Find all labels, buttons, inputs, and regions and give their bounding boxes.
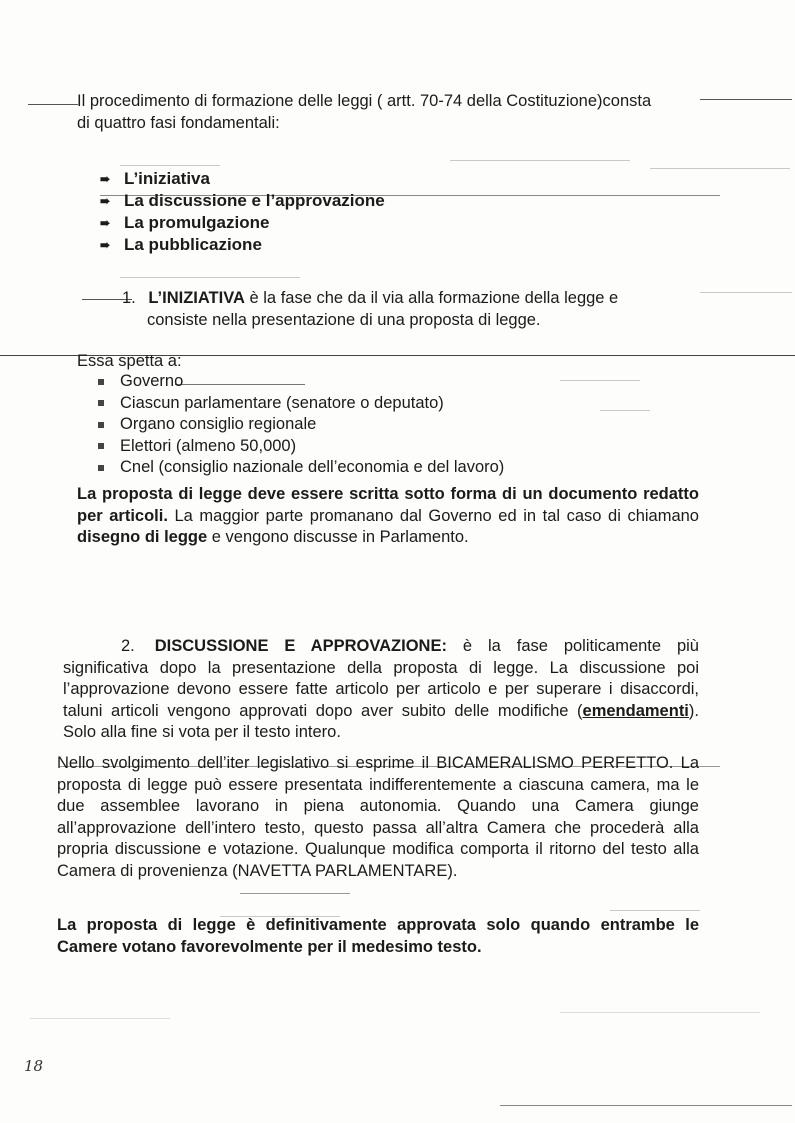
phases-list: [100, 168, 385, 256]
scan-line: [120, 165, 220, 166]
intro-line-2: di quattro fasi fondamentali:: [77, 114, 280, 132]
spetta-label: Essa spetta a:: [77, 352, 182, 370]
scan-line: [700, 99, 792, 100]
emphasis-emendamenti: emendamenti: [582, 701, 689, 720]
square-bullet-icon: [98, 379, 104, 385]
scan-line: [560, 1012, 760, 1013]
list-item: Cnel (consiglio nazionale dell’economia e del lavoro): [98, 457, 504, 479]
scan-line: [240, 893, 350, 894]
section-1-line-1: 1. L’INIZIATIVA è la fase che da il via alla formazione della legge e: [122, 289, 619, 307]
square-bullet-icon: [98, 400, 104, 406]
page-number: 18: [24, 1057, 44, 1075]
scan-line: [120, 277, 300, 278]
square-bullet-icon: [98, 465, 104, 471]
section-1-heading: L’INIZIATIVA: [148, 289, 245, 307]
section-2-number: 2.: [121, 637, 135, 655]
list-item: Ciascun parlamentare (senatore o deputato): [98, 393, 504, 415]
scan-line: [600, 410, 650, 411]
square-bullet-icon: [98, 443, 104, 449]
scan-line: [28, 104, 78, 105]
intro-line-1: Il procedimento di formazione delle leggi ( artt. 70-74 della Costituzione)consta: [77, 92, 652, 110]
list-item: ➠ La discussione e l’approvazione: [100, 191, 385, 210]
section-2-paragraph-3: La proposta di legge è definitivamente approvata solo quando entrambe le Camere votano favorevolmente per il medesimo testo.: [57, 916, 699, 956]
scan-line: [450, 160, 630, 161]
section-2-paragraph-2: Nello svolgimento dell’iter legislativo si esprime il BICAMERALISMO PERFETTO. La proposta di legge può essere presentata indifferentemente a ciascuna camera, ma le due assemblee lavorano in piena autonomia. Quando una Camera giunge all’approvazione dell’intero testo, questo passa all’altra Camera che procederà alla propria discussione e votazione. Qualunque modifica comporta il ritorno del testo alla Camera di provenienza (NAVETTA PARLAMENTARE).: [57, 754, 699, 880]
section-2-heading: DISCUSSIONE E APPROVAZIONE:: [154, 637, 447, 655]
scan-line: [560, 380, 640, 381]
scan-line: [500, 1105, 792, 1106]
scan-line: [650, 168, 790, 169]
list-item: ➠ La pubblicazione: [100, 235, 262, 254]
section-1-number: 1.: [122, 289, 136, 307]
arrow-bullet-icon: ➠: [100, 216, 111, 230]
list-item: Elettori (almeno 50,000): [98, 436, 504, 458]
list-item: ➠ La promulgazione: [100, 213, 270, 232]
arrow-bullet-icon: ➠: [100, 172, 111, 186]
section-1-line-2: consiste nella presentazione di una proposta di legge.: [147, 311, 541, 329]
section-2-paragraph-1: 2. DISCUSSIONE E APPROVAZIONE: è la fase politicamente più significativa dopo la presentazione della proposta di legge. La discussione poi l’approvazione devono essere fatte articolo per articolo e per superare i disaccordi, taluni articoli vengono approvati dopo aver subito delle modifiche (emendamenti). Solo alla fine si vota per il testo intero.: [63, 637, 699, 741]
arrow-bullet-icon: ➠: [100, 238, 111, 252]
scan-line: [700, 292, 792, 293]
section-1-note: La proposta di legge deve essere scritta sotto forma di un documento redatto per articoli. La maggior parte promanano dal Governo ed in tal caso di chiamano disegno di legge e vengono discusse in Parlamento.: [77, 485, 699, 546]
arrow-bullet-icon: ➠: [100, 194, 111, 208]
list-item: Organo consiglio regionale: [98, 414, 504, 436]
scan-line: [610, 910, 700, 911]
subjects-list: [98, 371, 504, 479]
scan-line: [30, 1018, 170, 1019]
list-item: ➠ L’iniziativa: [100, 169, 210, 188]
list-item: Governo: [98, 371, 504, 393]
square-bullet-icon: [98, 422, 104, 428]
